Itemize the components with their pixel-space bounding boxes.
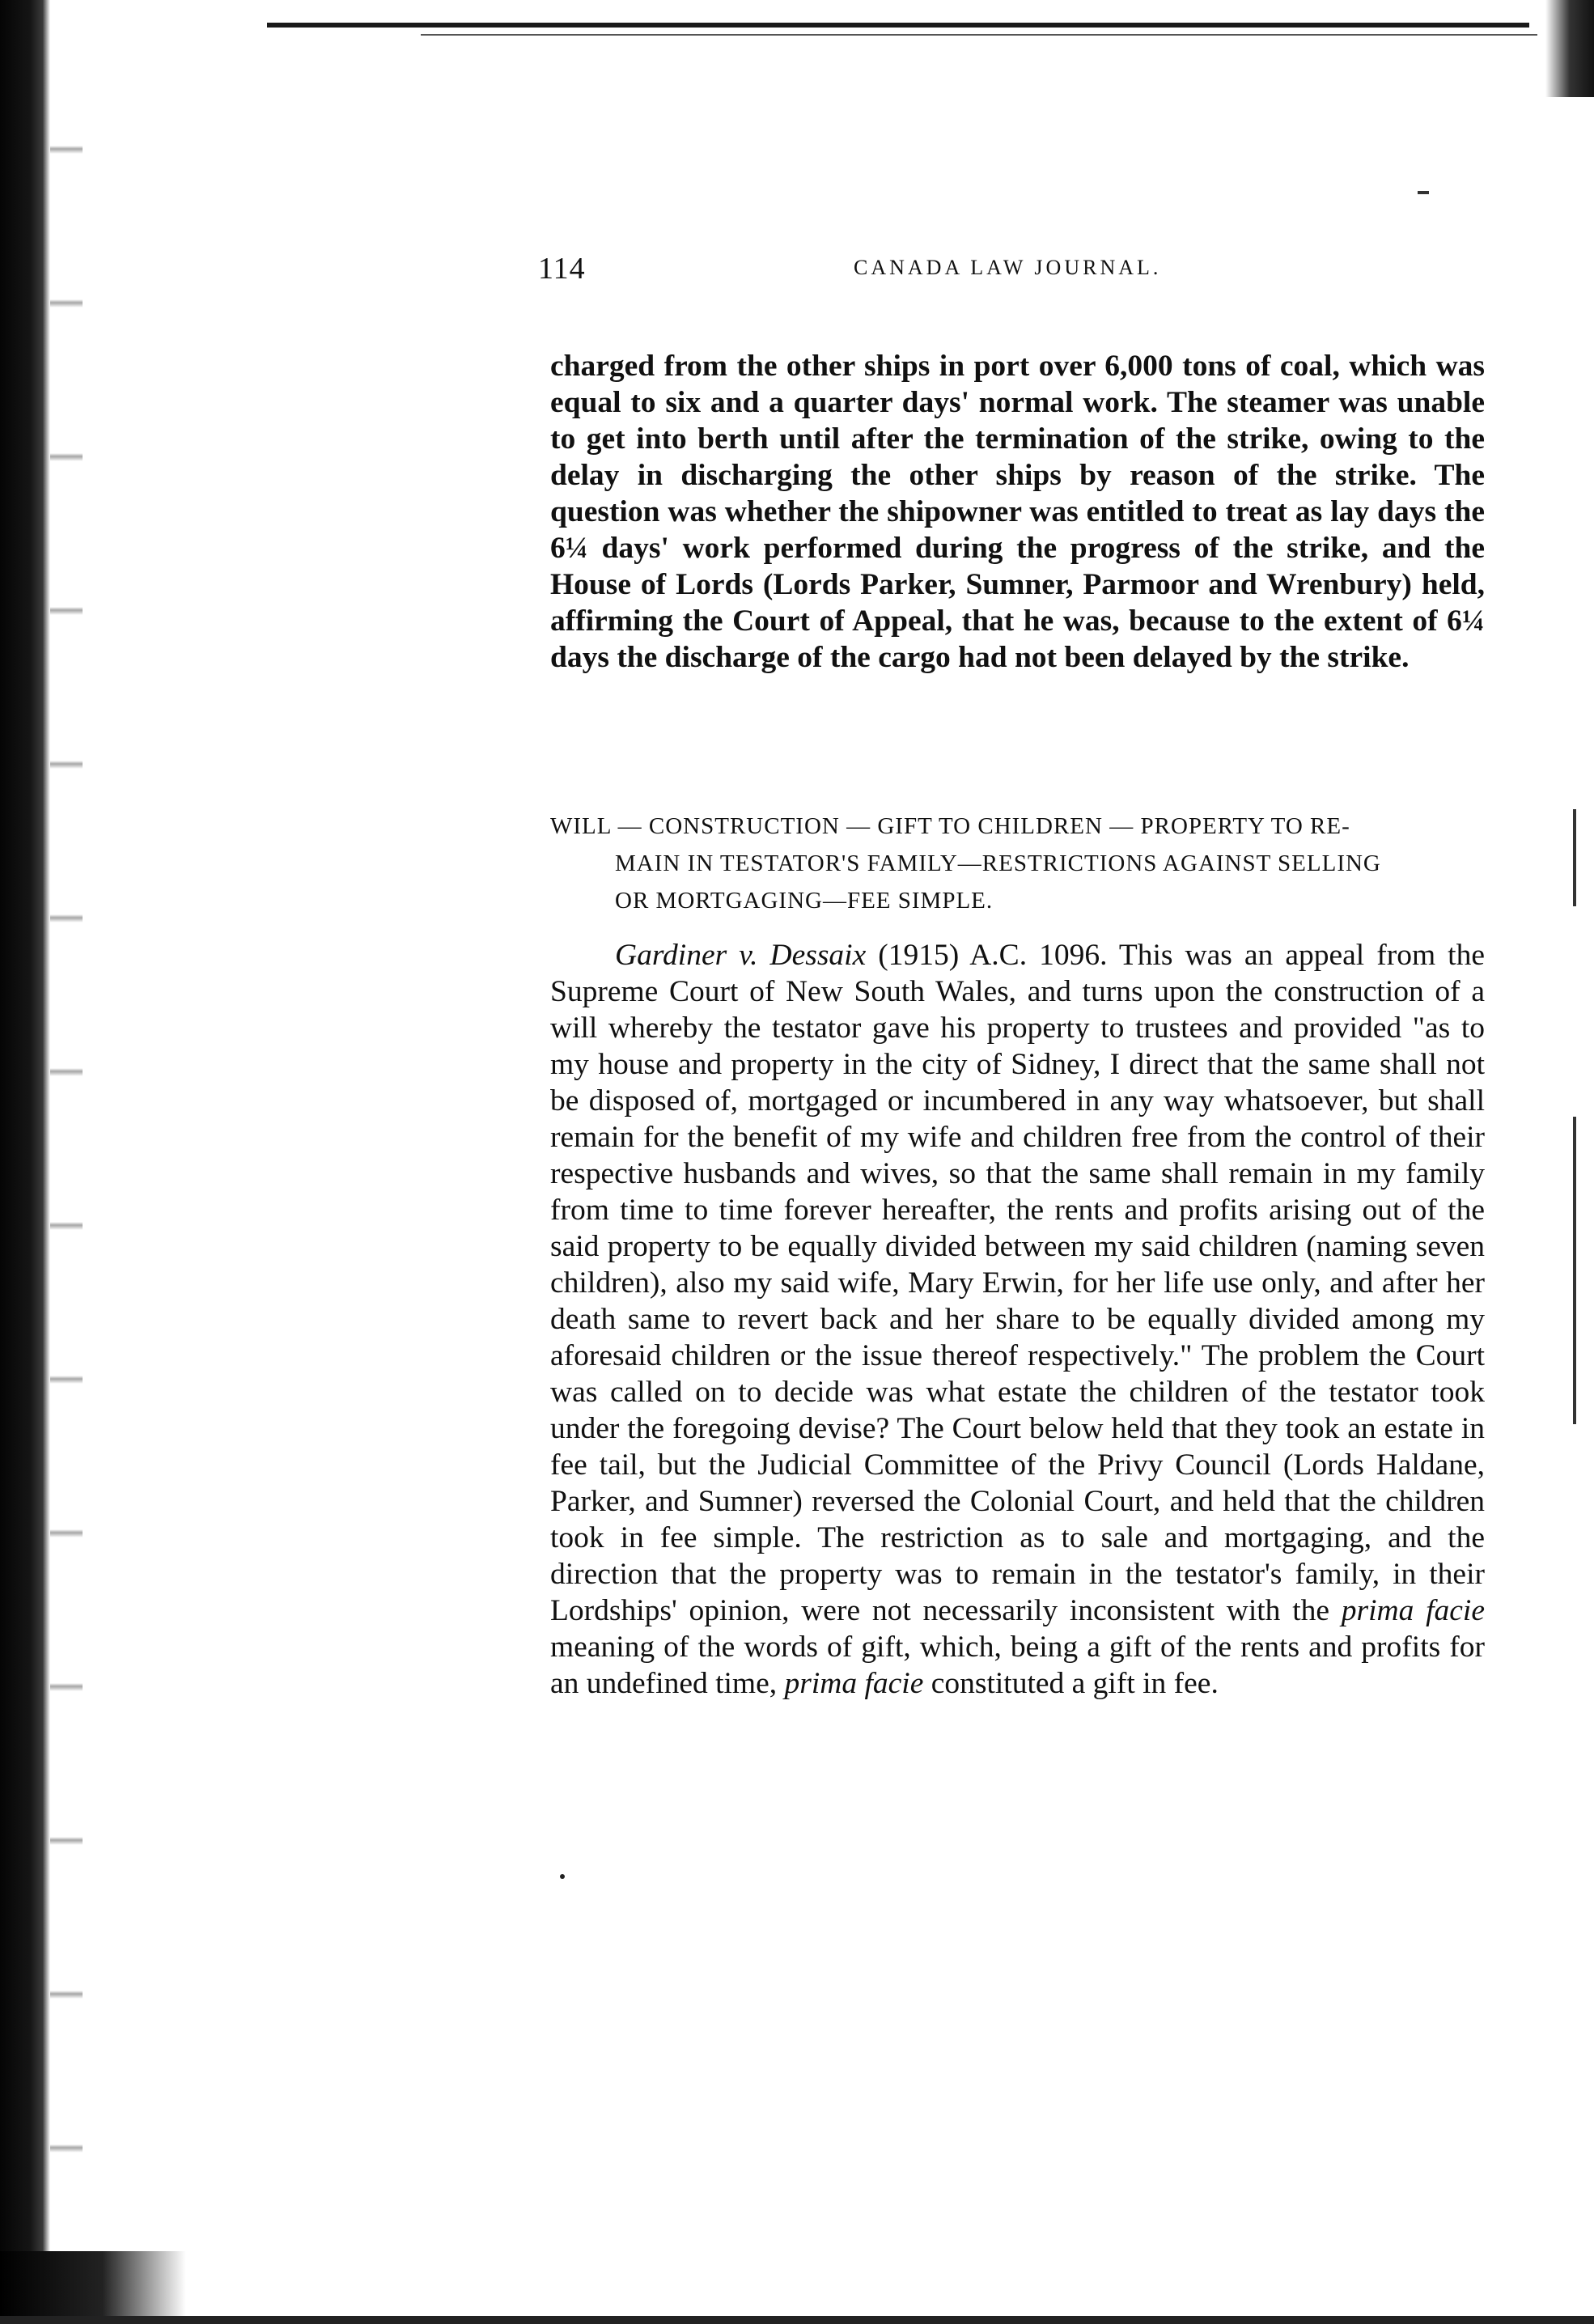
scan-top-edge-line	[267, 23, 1529, 28]
scan-bottom-left-corner	[0, 2251, 186, 2324]
paragraph-body: (1915) A.C. 1096. This was an appeal from the Supreme Court of New South Wales, and turns upon the construction of a will whereby the testator gave his property to trustees and provided "as to my house and property in the city of Sidney, I direct that the same shall not be disposed of, mortgaged or incumbered in any way whatsoever, but shall remain for the benefit of my wife and children free from the control of their respective husbands and wives, so that the same shall remain in my family from time to time forever hereafter, the rents and profits arising out of the said property to be equally divided between my said children (naming seven children), also my said wife, Mary Erwin, for her life use only, and after her death same to revert back and her share to be equally divided among my aforesaid children or the issue thereof respectively." The problem the Court was called on to decide was what estate the children of the testator took under the foregoing devise? The Court below held that they took an estate in fee tail, but the Judicial Committee of the Privy Council (Lords Haldane, Parker, and Sumner) reversed the Colonial Court, and held that the children took in fee simple. The restriction as to sale and mortgaging, and the direction that the property was to remain in the testator's family, in their Lordships' opinion, were not necessarily inconsistent with the	[550, 939, 1485, 1627]
latin-term: prima facie	[784, 1667, 924, 1700]
page-header	[538, 251, 1493, 299]
scan-right-edge-mark	[1573, 1117, 1576, 1424]
section-heading-line: OR MORTGAGING—FEE SIMPLE.	[615, 888, 994, 914]
paragraph-text	[550, 937, 1485, 1702]
scan-top-right-corner	[1545, 0, 1594, 97]
scan-speck	[1418, 191, 1429, 194]
scan-bottom-edge	[0, 2316, 1594, 2324]
paragraph-text: charged from the other ships in port over 6,000 tons of coal, which was equal to six and a quarter days' normal work. The steamer was unable to get into berth until after the termination of the strike, owing to the delay in discharging the other ships by reason of the strike. The question was whether the shipowner was entitled to treat as lay days the 6¼ days' work performed during the progress of the strike, and the House of Lords (Lords Parker, Sumner, Parmoor and Wrenbury) held, affirming the Court of Appeal, that he was, because to the extent of 6¼ days the discharge of the cargo had not been delayed by the strike.	[550, 350, 1485, 674]
section-heading	[550, 808, 1489, 919]
case-paragraph	[550, 937, 1485, 1702]
paragraph-body: constituted a gift in fee.	[923, 1667, 1219, 1700]
paragraph-body: meaning of the words of gift, which, being a gift of the rents and profits for an undefined time,	[550, 1631, 1485, 1700]
scan-binding-shadow	[0, 0, 50, 2324]
paragraph-continued	[550, 348, 1485, 676]
scan-top-edge-line-thin	[421, 34, 1537, 36]
running-head: CANADA LAW JOURNAL.	[854, 256, 1162, 279]
section-heading-line: WILL — CONSTRUCTION — GIFT TO CHILDREN — PROPERTY TO RE-	[550, 813, 1350, 839]
scan-speck	[560, 1874, 565, 1879]
page-number: 114	[538, 252, 586, 286]
case-name: Gardiner v. Dessaix	[615, 939, 867, 972]
scan-right-edge-mark	[1573, 809, 1576, 906]
latin-term: prima facie	[1341, 1594, 1485, 1627]
section-heading-line: MAIN IN TESTATOR'S FAMILY—RESTRICTIONS AGAINST SELLING	[615, 850, 1381, 876]
